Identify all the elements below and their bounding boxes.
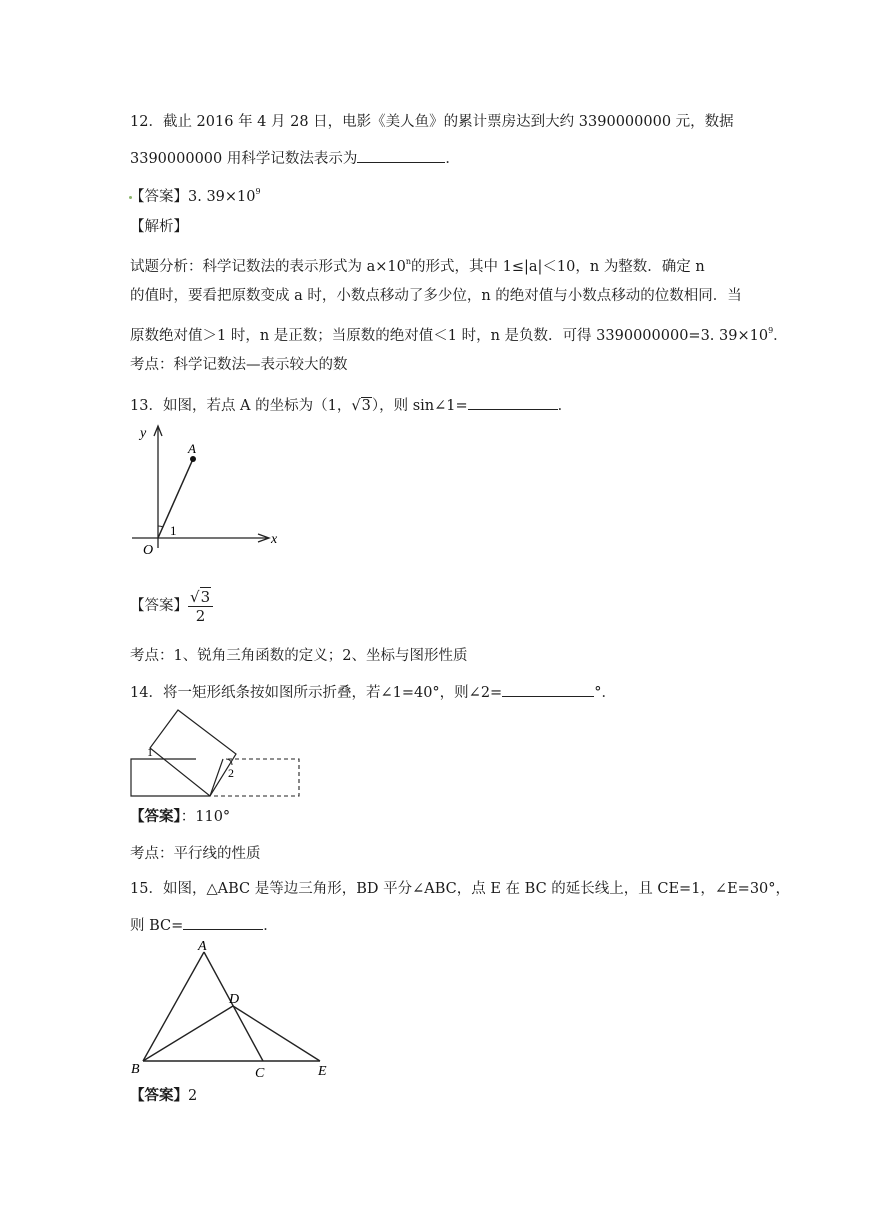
angle-arc [158, 526, 163, 527]
q14-text: 14．将一矩形纸条按如图所示折叠，若∠1=40°，则∠2= [130, 685, 503, 701]
x-label: x [271, 532, 278, 547]
angle-1-label: 1 [170, 523, 177, 538]
q15-triangle-figure [128, 940, 338, 1080]
q12-analysis1-exp: n [405, 257, 412, 266]
q13-answer [130, 582, 213, 630]
label-a: A [198, 940, 207, 954]
label-b: B [131, 1062, 140, 1077]
q15-text-end: ． [263, 918, 278, 934]
q14-answer-blank[interactable] [502, 681, 594, 697]
answer-fraction [188, 588, 213, 625]
q15-answer [130, 1086, 197, 1106]
y-label: y [140, 426, 147, 441]
q15-text: 则 BC= [130, 918, 184, 934]
q13-text2: ），则 sin∠1= [371, 398, 468, 414]
q12-line2 [130, 147, 460, 169]
q12-analysis3-end: ． [773, 328, 788, 344]
numerator-radicand: 3 [200, 587, 211, 606]
q12-analysis3-exp: 9 [768, 326, 774, 335]
q14-folding-figure [128, 704, 306, 804]
q12-analysis1-text: 试题分析：科学记数法的表示形式为 a×10 [130, 259, 406, 275]
angle-2-arc [226, 759, 232, 765]
angle-2-label: 2 [228, 766, 234, 780]
q12-kaodian: 考点：科学记数法—表示较大的数 [130, 357, 348, 373]
q12-analysis1-text2: 的形式，其中 1≤|a|＜10，n 为整数．确定 n [411, 259, 705, 275]
fraction-numerator: √3 [188, 588, 213, 607]
q13-coordinate-figure [128, 420, 288, 560]
q14-question [130, 681, 616, 703]
label-c: C [255, 1066, 265, 1080]
sqrt-sign: √3 [351, 398, 371, 414]
q14-answer-value: ：110° [180, 809, 231, 825]
answer-label: 【答案】 [130, 1087, 188, 1104]
segment-de [233, 1006, 320, 1061]
q14-answer [130, 807, 230, 827]
q13-answer-blank[interactable] [468, 394, 558, 410]
q12-line2-text: 3390000000 用科学记数法表示为 [130, 151, 358, 167]
q13-text: 13．如图，若点 A 的坐标为（1， [130, 398, 352, 414]
q12-analysis1 [130, 252, 705, 277]
answer-label: 【答案】 [130, 808, 181, 825]
point-a [190, 456, 196, 462]
q15-answer-value: 2 [188, 1088, 198, 1104]
side-ab [143, 952, 204, 1061]
answer-label: 【答案】 [130, 598, 188, 614]
segment-bd [143, 1006, 233, 1061]
sqrt-radicand: 3 [361, 398, 371, 414]
q15-answer-blank[interactable] [183, 914, 263, 930]
a-label: A [188, 441, 196, 456]
q12-analysis3-text: 原数绝对值＞1 时，n 是正数；当原数的绝对值＜1 时，n 是负数．可得 3390000000=3. 39×10 [130, 328, 769, 344]
q12-analysis-label: 【解析】 [130, 219, 188, 235]
q15-line1: 15．如图，△ABC 是等边三角形，BD 平分∠ABC，点 E 在 BC 的延长线上，且 CE=1，∠E=30°， [130, 881, 791, 897]
q12-answer-blank[interactable] [357, 147, 445, 163]
angle-1-label: 1 [147, 745, 153, 759]
q12-analysis2: 的值时，要看把原数变成 a 时，小数点移动了多少位，n 的绝对值与小数点移动的位数相同．当 [130, 288, 742, 304]
folded-part [150, 710, 236, 796]
q13-text-end: ． [557, 398, 573, 414]
q12-line1: 12．截止 2016 年 4 月 28 日，电影《美人鱼》的累计票房达到大约 3390000000 元，数据 [130, 114, 734, 130]
q14-kaodian: 考点：平行线的性质 [130, 846, 261, 862]
q13-question [130, 394, 572, 416]
fraction-denominator: 2 [195, 606, 206, 625]
strip-dashed [212, 759, 299, 796]
answer-label: 【答案】 [130, 189, 188, 205]
label-e: E [318, 1064, 327, 1079]
q12-answer-base: 3. 39×10 [188, 189, 256, 205]
q14-text-end: °． [594, 685, 616, 701]
q13-kaodian: 考点：1、锐角三角函数的定义；2、坐标与图形性质 [130, 648, 468, 664]
q12-answer [130, 182, 261, 207]
q12-line2-end: ． [445, 151, 460, 167]
origin-label: O [143, 543, 154, 558]
q15-line2 [130, 914, 278, 936]
label-d: D [229, 992, 240, 1007]
q12-answer-exp: 9 [255, 187, 261, 196]
q12-analysis3 [130, 321, 788, 346]
